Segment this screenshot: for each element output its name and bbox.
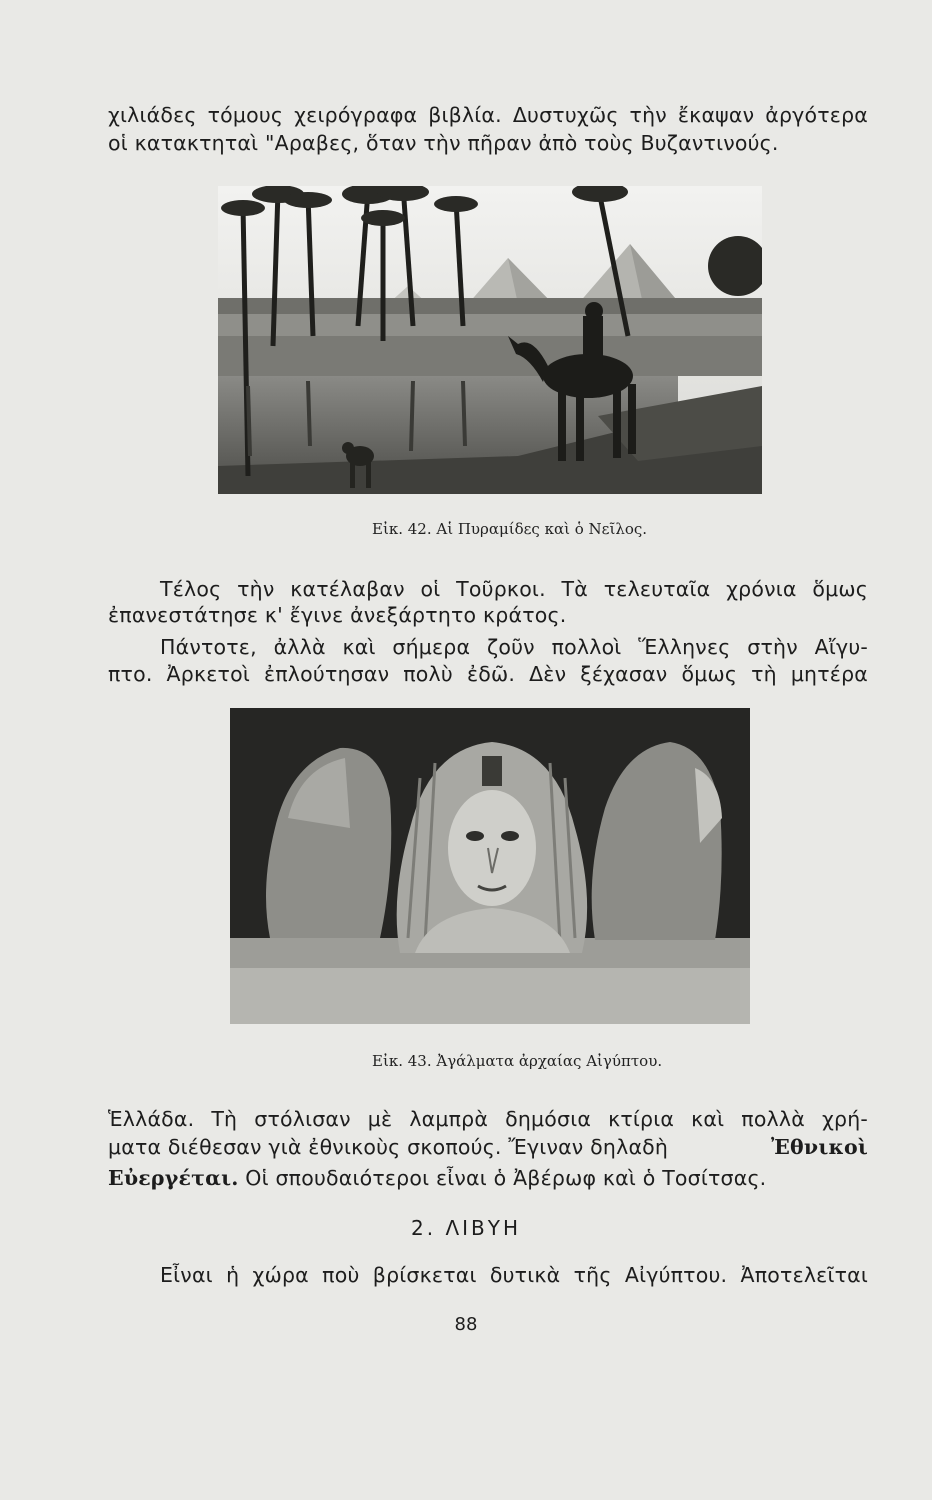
section-heading: 2. ΛΙΒΥΗ — [411, 1216, 521, 1240]
text-line-8 — [108, 1134, 868, 1160]
text-line-6: πτο. Ἀρκετοὶ ἐπλούτησαν πολὺ ἐδῶ. Δὲν ξέχασαν ὅμως τὴ μητέρα — [108, 662, 868, 686]
figure-42-caption: Εἰκ. 42. Αἱ Πυραμίδες καὶ ὁ Νεῖλος. — [372, 520, 648, 538]
pyramids-nile-photo — [218, 186, 762, 494]
text-line-7: Ἑλλάδα. Τὴ στόλισαν μὲ λαμπρὰ δημόσια κτίρια καὶ πολλὰ χρή- — [108, 1107, 868, 1131]
text-line-8-normal: ματα διέθεσαν γιὰ ἐθνικοὺς σκοπούς. Ἔγιναν δηλαδὴ — [108, 1135, 669, 1159]
text-line-5: Πάντοτε, ἀλλὰ καὶ σήμερα ζοῦν πολλοὶ Ἕλληνες στὴν Αἴγυ- — [160, 635, 868, 659]
text-line-9 — [108, 1165, 868, 1191]
text-line-9-normal: Οἱ σπουδαιότεροι εἶναι ὁ Ἀβέρωφ καὶ ὁ Τοσίτσας. — [245, 1166, 767, 1190]
text-line-9-bold: Εὐεργέται. — [108, 1166, 239, 1190]
figure-43-caption: Εἰκ. 43. Ἀγάλματα ἀρχαίας Αἰγύπτου. — [372, 1052, 663, 1070]
text-line-4: ἐπανεστάτησε κ' ἔγινε ἀνεξάρτητο κράτος. — [108, 603, 567, 627]
text-line-2: οἱ κατακτηταὶ "Αραβες, ὅταν τὴν πῆραν ἀπὸ τοὺς Βυζαντινούς. — [108, 131, 779, 155]
text-line-1: χιλιάδες τόμους χειρόγραφα βιβλία. Δυστυχῶς τὴν ἔκαψαν ἀργότερα — [108, 103, 868, 127]
text-line-3: Τέλος τὴν κατέλαβαν οἱ Τοῦρκοι. Τὰ τελευταῖα χρόνια ὅμως — [160, 577, 868, 601]
text-line-10: Εἶναι ἡ χώρα ποὺ βρίσκεται δυτικὰ τῆς Αἰγύπτου. Ἀποτελεῖται — [160, 1263, 868, 1287]
page-number: 88 — [454, 1314, 478, 1335]
egyptian-statues-photo — [230, 708, 750, 1024]
text-line-8-bold: Ἐθνικοὶ — [771, 1135, 868, 1159]
